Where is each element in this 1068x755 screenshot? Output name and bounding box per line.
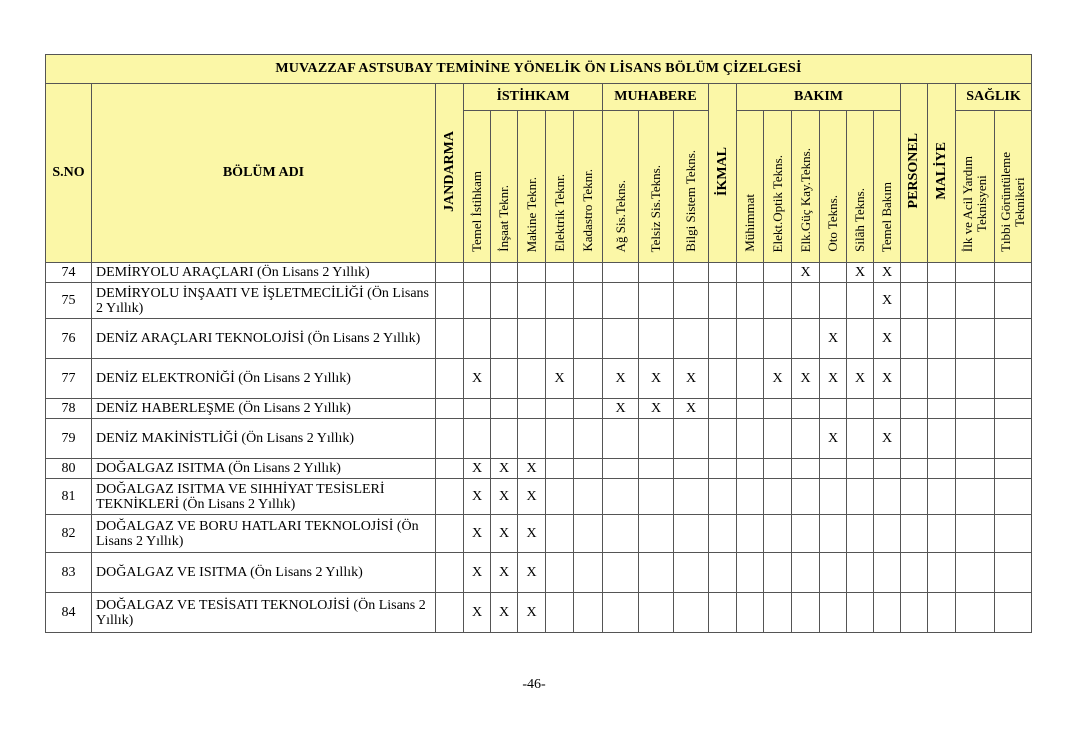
cell-telsiz — [639, 459, 674, 479]
cell-oto: X — [820, 419, 847, 459]
istihkam-header: İSTİHKAM — [464, 84, 603, 111]
cell-temel_istihkam: X — [464, 359, 491, 399]
cell-ag — [603, 263, 639, 283]
cell-insaat — [491, 419, 518, 459]
cell-bilgi — [674, 283, 709, 319]
cell-tibbi — [995, 419, 1032, 459]
cell-temel_istihkam: X — [464, 479, 491, 515]
row-sno: 78 — [46, 399, 92, 419]
cell-silah — [847, 399, 874, 419]
cell-insaat: X — [491, 593, 518, 633]
cell-temel_bakim: X — [874, 359, 901, 399]
cell-insaat: X — [491, 479, 518, 515]
cell-temel_istihkam: X — [464, 459, 491, 479]
cell-elekt_optik — [764, 459, 792, 479]
col-telsiz: Telsiz Sis.Tekns. — [639, 111, 674, 263]
cell-tibbi — [995, 593, 1032, 633]
cell-bilgi: X — [674, 359, 709, 399]
cell-ilk_acil — [956, 359, 995, 399]
personel-header: PERSONEL — [901, 84, 928, 263]
cell-muhimmat — [737, 399, 764, 419]
cell-insaat — [491, 359, 518, 399]
col-silah: Silâh Tekns. — [847, 111, 874, 263]
row-department-name: DOĞALGAZ VE ISITMA (Ön Lisans 2 Yıllık) — [92, 553, 436, 593]
cell-elk_guc — [792, 593, 820, 633]
bakim-header: BAKIM — [737, 84, 901, 111]
cell-bilgi — [674, 515, 709, 553]
cell-jandarma — [436, 515, 464, 553]
cell-oto: X — [820, 359, 847, 399]
cell-ikmal — [709, 593, 737, 633]
cell-muhimmat — [737, 459, 764, 479]
cell-jandarma — [436, 459, 464, 479]
cell-muhimmat — [737, 553, 764, 593]
cell-muhimmat — [737, 359, 764, 399]
cell-ag — [603, 593, 639, 633]
col-oto: Oto Tekns. — [820, 111, 847, 263]
cell-telsiz — [639, 419, 674, 459]
cell-ilk_acil — [956, 553, 995, 593]
cell-muhimmat — [737, 479, 764, 515]
row-sno: 81 — [46, 479, 92, 515]
cell-jandarma — [436, 359, 464, 399]
table-body — [46, 263, 1032, 633]
cell-elektrik — [546, 263, 574, 283]
cell-temel_bakim: X — [874, 283, 901, 319]
row-department-name: DOĞALGAZ VE BORU HATLARI TEKNOLOJİSİ (Ön Lisans 2 Yıllık) — [92, 515, 436, 553]
page-title: MUVAZZAF ASTSUBAY TEMİNİNE YÖNELİK ÖN LİSANS BÖLÜM ÇİZELGESİ — [46, 55, 1032, 84]
col-ag: Ağ Sis.Tekns. — [603, 111, 639, 263]
cell-telsiz — [639, 553, 674, 593]
cell-elk_guc — [792, 319, 820, 359]
cell-bilgi — [674, 553, 709, 593]
cell-jandarma — [436, 479, 464, 515]
row-department-name: DOĞALGAZ VE TESİSATI TEKNOLOJİSİ (Ön Lisans 2 Yıllık) — [92, 593, 436, 633]
cell-ag: X — [603, 399, 639, 419]
cell-elektrik — [546, 515, 574, 553]
cell-elektrik — [546, 553, 574, 593]
cell-oto — [820, 399, 847, 419]
table-row — [46, 419, 1032, 459]
table-row — [46, 593, 1032, 633]
saglik-header: SAĞLIK — [956, 84, 1032, 111]
row-department-name: DENİZ ARAÇLARI TEKNOLOJİSİ (Ön Lisans 2 Yıllık) — [92, 319, 436, 359]
cell-temel_bakim — [874, 479, 901, 515]
cell-kadastro — [574, 399, 603, 419]
cell-telsiz — [639, 319, 674, 359]
cell-maliye — [928, 359, 956, 399]
cell-bilgi — [674, 263, 709, 283]
cell-personel — [901, 283, 928, 319]
cell-tibbi — [995, 283, 1032, 319]
table-row — [46, 319, 1032, 359]
cell-oto — [820, 593, 847, 633]
col-elektrik: Elektrik Teknr. — [546, 111, 574, 263]
cell-bilgi — [674, 319, 709, 359]
cell-ag — [603, 283, 639, 319]
cell-ilk_acil — [956, 399, 995, 419]
cell-muhimmat — [737, 419, 764, 459]
cell-elk_guc: X — [792, 359, 820, 399]
cell-ikmal — [709, 399, 737, 419]
cell-makine — [518, 419, 546, 459]
cell-insaat: X — [491, 515, 518, 553]
col-bilgi: Bilgi Sistem Tekns. — [674, 111, 709, 263]
cell-ikmal — [709, 283, 737, 319]
cell-silah: X — [847, 263, 874, 283]
cell-personel — [901, 593, 928, 633]
cell-tibbi — [995, 359, 1032, 399]
cell-ikmal — [709, 553, 737, 593]
cell-silah: X — [847, 359, 874, 399]
cell-maliye — [928, 459, 956, 479]
row-sno: 75 — [46, 283, 92, 319]
cell-telsiz: X — [639, 359, 674, 399]
col-temel-istihkam: Temel İstihkam — [464, 111, 491, 263]
maliye-header: MALİYE — [928, 84, 956, 263]
cell-makine: X — [518, 479, 546, 515]
cell-personel — [901, 515, 928, 553]
cell-personel — [901, 319, 928, 359]
cell-jandarma — [436, 593, 464, 633]
row-sno: 76 — [46, 319, 92, 359]
cell-tibbi — [995, 515, 1032, 553]
cell-elektrik: X — [546, 359, 574, 399]
row-department-name: DOĞALGAZ ISITMA VE SIHHİYAT TESİSLERİ TEKNİKLERİ (Ön Lisans 2 Yıllık) — [92, 479, 436, 515]
cell-ilk_acil — [956, 479, 995, 515]
cell-kadastro — [574, 515, 603, 553]
cell-maliye — [928, 515, 956, 553]
cell-temel_istihkam — [464, 263, 491, 283]
cell-elekt_optik — [764, 263, 792, 283]
cell-kadastro — [574, 459, 603, 479]
cell-ikmal — [709, 515, 737, 553]
col-tibbi: Tıbbi Görüntüleme Teknikeri — [995, 111, 1032, 263]
cell-personel — [901, 359, 928, 399]
table-row — [46, 553, 1032, 593]
cell-elektrik — [546, 593, 574, 633]
col-insaat: İnşaat Teknr. — [491, 111, 518, 263]
cell-silah — [847, 553, 874, 593]
cell-ilk_acil — [956, 283, 995, 319]
cell-elk_guc — [792, 419, 820, 459]
cell-insaat — [491, 319, 518, 359]
cell-personel — [901, 399, 928, 419]
cell-elektrik — [546, 399, 574, 419]
cell-kadastro — [574, 319, 603, 359]
cell-makine: X — [518, 553, 546, 593]
cell-temel_bakim: X — [874, 419, 901, 459]
table-row — [46, 263, 1032, 283]
cell-temel_bakim: X — [874, 319, 901, 359]
cell-elekt_optik — [764, 553, 792, 593]
cell-kadastro — [574, 553, 603, 593]
jandarma-header: JANDARMA — [436, 84, 464, 263]
cell-muhimmat — [737, 593, 764, 633]
cell-maliye — [928, 479, 956, 515]
cell-jandarma — [436, 553, 464, 593]
cell-elektrik — [546, 419, 574, 459]
cell-elekt_optik — [764, 283, 792, 319]
cell-tibbi — [995, 263, 1032, 283]
cell-ag — [603, 515, 639, 553]
cell-elk_guc: X — [792, 263, 820, 283]
cell-personel — [901, 479, 928, 515]
cell-temel_bakim: X — [874, 263, 901, 283]
table-row — [46, 515, 1032, 553]
col-elekt-optik: Elekt.Optik Tekns. — [764, 111, 792, 263]
cell-maliye — [928, 419, 956, 459]
col-temel-bakim: Temel Bakım — [874, 111, 901, 263]
cell-ag: X — [603, 359, 639, 399]
cell-silah — [847, 459, 874, 479]
cell-ilk_acil — [956, 319, 995, 359]
cell-insaat — [491, 263, 518, 283]
cell-makine: X — [518, 515, 546, 553]
cell-ag — [603, 459, 639, 479]
cell-ag — [603, 479, 639, 515]
cell-elektrik — [546, 283, 574, 319]
cell-kadastro — [574, 479, 603, 515]
cell-ilk_acil — [956, 419, 995, 459]
cell-ikmal — [709, 319, 737, 359]
cell-ikmal — [709, 459, 737, 479]
cell-temel_bakim — [874, 459, 901, 479]
cell-ilk_acil — [956, 263, 995, 283]
cell-muhimmat — [737, 515, 764, 553]
cell-makine: X — [518, 593, 546, 633]
cell-elekt_optik — [764, 399, 792, 419]
cell-tibbi — [995, 459, 1032, 479]
cell-makine — [518, 399, 546, 419]
col-makine: Makine Teknr. — [518, 111, 546, 263]
cell-silah — [847, 479, 874, 515]
row-department-name: DENİZ ELEKTRONİĞİ (Ön Lisans 2 Yıllık) — [92, 359, 436, 399]
cell-ikmal — [709, 263, 737, 283]
cell-elekt_optik — [764, 593, 792, 633]
cell-bilgi — [674, 459, 709, 479]
cell-personel — [901, 553, 928, 593]
cell-maliye — [928, 319, 956, 359]
cell-elk_guc — [792, 553, 820, 593]
cell-kadastro — [574, 593, 603, 633]
cell-ikmal — [709, 419, 737, 459]
cell-muhimmat — [737, 263, 764, 283]
cell-makine — [518, 263, 546, 283]
page-number: -46- — [522, 677, 546, 692]
cell-maliye — [928, 263, 956, 283]
cell-ilk_acil — [956, 459, 995, 479]
cell-elk_guc — [792, 399, 820, 419]
cell-temel_istihkam — [464, 319, 491, 359]
cell-temel_bakim — [874, 515, 901, 553]
cell-elekt_optik — [764, 479, 792, 515]
cell-ikmal — [709, 479, 737, 515]
cell-temel_istihkam: X — [464, 515, 491, 553]
cell-elk_guc — [792, 479, 820, 515]
cell-oto — [820, 459, 847, 479]
cell-oto — [820, 283, 847, 319]
cell-tibbi — [995, 479, 1032, 515]
cell-personel — [901, 459, 928, 479]
cell-bilgi — [674, 479, 709, 515]
cell-ag — [603, 553, 639, 593]
cell-elekt_optik — [764, 515, 792, 553]
cell-elk_guc — [792, 283, 820, 319]
row-sno: 84 — [46, 593, 92, 633]
cell-ag — [603, 419, 639, 459]
cell-elekt_optik: X — [764, 359, 792, 399]
cell-tibbi — [995, 319, 1032, 359]
cell-bilgi: X — [674, 399, 709, 419]
cell-silah — [847, 419, 874, 459]
table-row — [46, 459, 1032, 479]
cell-makine — [518, 359, 546, 399]
cell-ilk_acil — [956, 593, 995, 633]
department-table — [45, 54, 1032, 633]
cell-elektrik — [546, 319, 574, 359]
cell-telsiz — [639, 593, 674, 633]
cell-muhimmat — [737, 283, 764, 319]
table-row — [46, 479, 1032, 515]
cell-kadastro — [574, 263, 603, 283]
cell-elekt_optik — [764, 419, 792, 459]
cell-insaat: X — [491, 459, 518, 479]
cell-maliye — [928, 283, 956, 319]
cell-elekt_optik — [764, 319, 792, 359]
cell-maliye — [928, 593, 956, 633]
cell-maliye — [928, 553, 956, 593]
row-sno: 80 — [46, 459, 92, 479]
cell-maliye — [928, 399, 956, 419]
cell-jandarma — [436, 263, 464, 283]
cell-silah — [847, 283, 874, 319]
cell-temel_bakim — [874, 593, 901, 633]
col-muhimmat: Mühimmat — [737, 111, 764, 263]
cell-oto — [820, 515, 847, 553]
col-kadastro: Kadastro Teknr. — [574, 111, 603, 263]
cell-makine: X — [518, 459, 546, 479]
cell-temel_istihkam — [464, 399, 491, 419]
cell-jandarma — [436, 399, 464, 419]
cell-personel — [901, 419, 928, 459]
cell-elk_guc — [792, 515, 820, 553]
cell-jandarma — [436, 319, 464, 359]
row-sno: 74 — [46, 263, 92, 283]
cell-oto — [820, 479, 847, 515]
cell-elektrik — [546, 459, 574, 479]
cell-temel_bakim — [874, 553, 901, 593]
col-elk-guc: Elk.Güç Kay.Tekns. — [792, 111, 820, 263]
row-sno: 77 — [46, 359, 92, 399]
cell-telsiz — [639, 515, 674, 553]
cell-tibbi — [995, 553, 1032, 593]
cell-oto: X — [820, 319, 847, 359]
cell-kadastro — [574, 419, 603, 459]
cell-oto — [820, 553, 847, 593]
cell-insaat: X — [491, 553, 518, 593]
cell-telsiz — [639, 283, 674, 319]
cell-silah — [847, 515, 874, 553]
cell-kadastro — [574, 359, 603, 399]
row-department-name: DENİZ HABERLEŞME (Ön Lisans 2 Yıllık) — [92, 399, 436, 419]
row-department-name: DEMİRYOLU ARAÇLARI (Ön Lisans 2 Yıllık) — [92, 263, 436, 283]
col-ilk-acil: İlk ve Acil Yardım Teknisyeni — [956, 111, 995, 263]
row-department-name: DENİZ MAKİNİSTLİĞİ (Ön Lisans 2 Yıllık) — [92, 419, 436, 459]
cell-oto — [820, 263, 847, 283]
cell-bilgi — [674, 419, 709, 459]
cell-elk_guc — [792, 459, 820, 479]
ikmal-header: İKMAL — [709, 84, 737, 263]
table-row — [46, 359, 1032, 399]
cell-makine — [518, 283, 546, 319]
cell-silah — [847, 593, 874, 633]
cell-telsiz: X — [639, 399, 674, 419]
cell-tibbi — [995, 399, 1032, 419]
cell-temel_istihkam: X — [464, 593, 491, 633]
cell-ilk_acil — [956, 515, 995, 553]
row-sno: 83 — [46, 553, 92, 593]
cell-telsiz — [639, 263, 674, 283]
cell-kadastro — [574, 283, 603, 319]
cell-jandarma — [436, 419, 464, 459]
row-department-name: DOĞALGAZ ISITMA (Ön Lisans 2 Yıllık) — [92, 459, 436, 479]
cell-bilgi — [674, 593, 709, 633]
cell-muhimmat — [737, 319, 764, 359]
muhabere-header: MUHABERE — [603, 84, 709, 111]
row-department-name: DEMİRYOLU İNŞAATI VE İŞLETMECİLİĞİ (Ön Lisans 2 Yıllık) — [92, 283, 436, 319]
cell-personel — [901, 263, 928, 283]
cell-temel_istihkam — [464, 283, 491, 319]
cell-temel_bakim — [874, 399, 901, 419]
name-header: BÖLÜM ADI — [92, 84, 436, 263]
cell-ikmal — [709, 359, 737, 399]
cell-ag — [603, 319, 639, 359]
cell-insaat — [491, 399, 518, 419]
table-row — [46, 283, 1032, 319]
cell-insaat — [491, 283, 518, 319]
sno-header: S.NO — [46, 84, 92, 263]
cell-makine — [518, 319, 546, 359]
row-sno: 79 — [46, 419, 92, 459]
cell-jandarma — [436, 283, 464, 319]
cell-telsiz — [639, 479, 674, 515]
row-sno: 82 — [46, 515, 92, 553]
cell-temel_istihkam — [464, 419, 491, 459]
table-row — [46, 399, 1032, 419]
cell-temel_istihkam: X — [464, 553, 491, 593]
cell-silah — [847, 319, 874, 359]
cell-elektrik — [546, 479, 574, 515]
